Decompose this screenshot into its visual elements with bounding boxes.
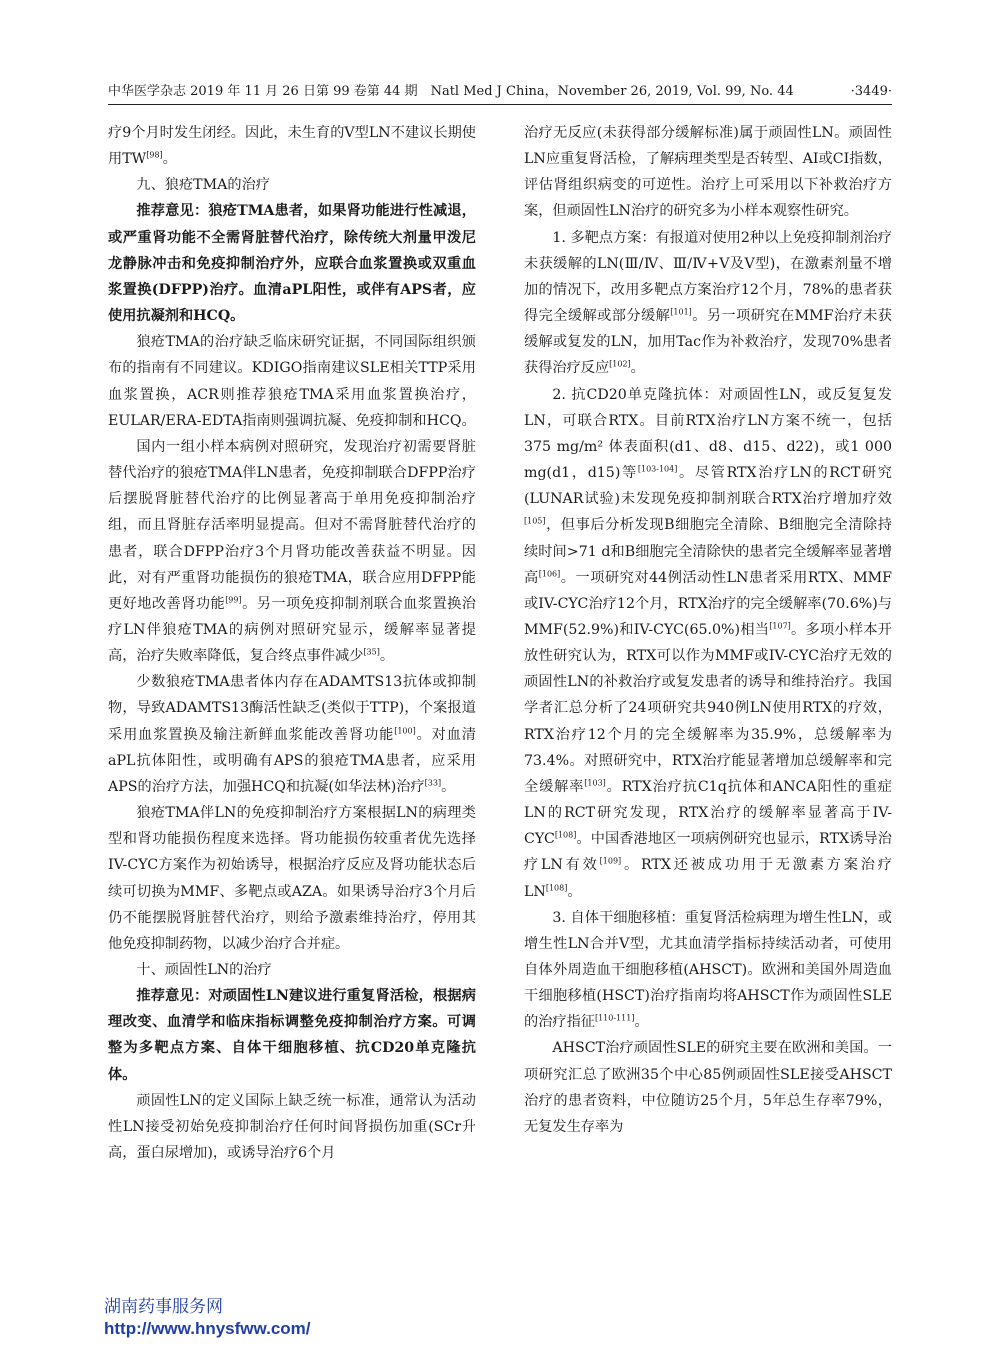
site-url-link[interactable]: http://www.hnysfww.com/ bbox=[104, 1319, 311, 1338]
right-column bbox=[524, 120, 892, 1140]
page-number: ·3449· bbox=[850, 84, 892, 99]
paragraph: 少数狼疮TMA患者体内存在ADAMTS13抗体或抑制物，导致ADAMTS13酶活性缺乏(类似于TTP)，个案报道采用血浆置换及输注新鲜血浆能改善肾功能[100]。对血清aPL抗体阳性，或明确有APS的狼疮TMA患者，应采用APS的治疗方法，加强HCQ和抗凝(如华法林)治疗[33]。 bbox=[108, 674, 476, 795]
paragraph: AHSCT治疗顽固性SLE的研究主要在欧洲和美国。一项研究汇总了欧洲35个中心85例顽固性SLE接受AHSCT治疗的患者资料，中位随访25个月，5年总生存率79%，无复发生存率为 bbox=[524, 1040, 892, 1135]
watermark-footer bbox=[104, 1296, 311, 1340]
paragraph: 狼疮TMA的治疗缺乏临床研究证据，不同国际组织颁布的指南有不同建议。KDIGO指南建议SLE相关TTP采用血浆置换，ACR则推荐狼疮TMA采用血浆置换治疗，EULAR/ERA-EDTA指南则强调抗凝、免疫抑制和HCQ。 bbox=[108, 334, 476, 429]
recommendation-9: 推荐意见：狼疮TMA患者，如果肾功能进行性减退，或严重肾功能不全需肾脏替代治疗，除传统大剂量甲泼尼龙静脉冲击和免疫抑制治疗外，应联合血浆置换或双重血浆置换(DFPP)治疗。血清aPL阳性，或伴有APS者，应使用抗凝剂和HCQ。 bbox=[108, 203, 476, 325]
paragraph: 顽固性LN的定义国际上缺乏统一标准，通常认为活动性LN接受初始免疫抑制治疗任何时间肾损伤加重(SCr升高，蛋白尿增加)，或诱导治疗6个月 bbox=[108, 1092, 476, 1162]
recommendation-10: 推荐意见：对顽固性LN建议进行重复肾活检，根据病理改变、血清学和临床指标调整免疫抑制治疗方案。可调整为多靶点方案、自体干细胞移植、抗CD20单克隆抗体。 bbox=[108, 988, 476, 1083]
paragraph: 狼疮TMA伴LN的免疫抑制治疗方案根据LN的病理类型和肾功能损伤程度来选择。肾功能损伤较重者优先选择IV-CYC方案作为初始诱导，根据治疗反应及肾功能状态后续可切换为MMF、多靶点或AZA。如果诱导治疗3个月后仍不能摆脱肾脏替代治疗，则给予激素维持治疗，停用其他免疫抑制药物，以减少治疗合并症。 bbox=[108, 805, 476, 952]
section-heading-10: 十、顽固性LN的治疗 bbox=[136, 962, 272, 978]
paragraph: 国内一组小样本病例对照研究，发现治疗初需要肾脏替代治疗的狼疮TMA伴LN患者，免疫抑制联合DFPP治疗后摆脱肾脏替代治疗的比例显著高于单用免疫抑制治疗组，而且肾脏存活率明显提高。但对不需肾脏替代治疗的患者，联合DFPP治疗3个月肾功能改善获益不明显。因此，对有严重肾功能损伤的狼疮TMA，联合应用DFPP能更好地改善肾功能[99]。另一项免疫抑制剂联合血浆置换治疗LN伴狼疮TMA的病例对照研究显示，缓解率显著提高，治疗失败率降低，复合终点事件减少[35]。 bbox=[108, 438, 476, 665]
paragraph: 疗9个月时发生闭经。因此，未生育的Ⅴ型LN不建议长期使用TW[98]。 bbox=[108, 125, 476, 168]
paragraph: 2. 抗CD20单克隆抗体：对顽固性LN，或反复复发LN，可联合RTX。目前RTX治疗LN方案不统一，包括375 mg/m² 体表面积(d1、d8、d15、d22)，或1 000 mg(d1，d15)等[103-104]。尽管RTX治疗LN的RCT研究(LUNAR试验)未发现免疫抑制剂联合RTX治疗增加疗效[105]，但事后分析发现B细胞完全清除、B细胞完全清除持续时间>71 d和B细胞完全清除快的患者完全缓解率显著增高[106]。一项研究对44例活动性LN患者采用RTX、MMF或IV-CYC治疗12个月，RTX治疗的完全缓解率(70.6%)与MMF(52.9%)和IV-CYC(65.0%)相当[107]。多项小样本开放性研究认为，RTX可以作为MMF或IV-CYC治疗无效的顽固性LN的补救治疗或复发患者的诱导和维持治疗。我国学者汇总分析了24项研究共940例LN使用RTX的疗效，RTX治疗12个月的完全缓解率为35.9%，总缓解率为73.4%。对照研究中，RTX治疗能显著增加总缓解率和完全缓解率[103]。RTX治疗抗C1q抗体和ANCA阳性的重症LN的RCT研究发现，RTX治疗的缓解率显著高于IV-CYC[108]。中国香港地区一项病例研究也显示，RTX诱导治疗LN有效[109]。RTX还被成功用于无激素方案治疗LN[108]。 bbox=[524, 386, 892, 900]
paragraph: 3. 自体干细胞移植：重复肾活检病理为增生性LN，或增生性LN合并Ⅴ型，尤其血清学指标持续活动者，可使用自体外周造血干细胞移植(AHSCT)。欧洲和美国外周造血干细胞移植(HSCT)治疗指南均将AHSCT作为顽固性SLE的治疗指征[110-111]。 bbox=[524, 909, 892, 1031]
journal-citation: 中华医学杂志 2019 年 11 月 26 日第 99 卷第 44 期 Natl Med J China，November 26, 2019, Vol. 99, No. 44 bbox=[108, 84, 794, 99]
section-heading-9: 九、狼疮TMA的治疗 bbox=[136, 177, 270, 194]
site-name: 湖南药事服务网 bbox=[104, 1297, 223, 1316]
paragraph: 治疗无反应(未获得部分缓解标准)属于顽固性LN。顽固性LN应重复肾活检，了解病理类型是否转型、AI或CI指数，评估肾组织病变的可逆性。治疗上可采用以下补救治疗方案，但顽固性LN治疗的研究多为小样本观察性研究。 bbox=[524, 125, 892, 220]
paragraph: 1. 多靶点方案：有报道对使用2种以上免疫抑制剂治疗未获缓解的LN(Ⅲ/Ⅳ、Ⅲ/Ⅳ+Ⅴ及Ⅴ型)，在激素剂量不增加的情况下，改用多靶点方案治疗12个月，78%的患者获得完全缓解或部分缓解[101]。另一项研究在MMF治疗未获缓解或复发的LN，加用Tac作为补救治疗，发现70%患者获得治疗反应[102]。 bbox=[524, 229, 892, 377]
left-column bbox=[108, 120, 476, 1166]
running-header bbox=[108, 80, 892, 105]
